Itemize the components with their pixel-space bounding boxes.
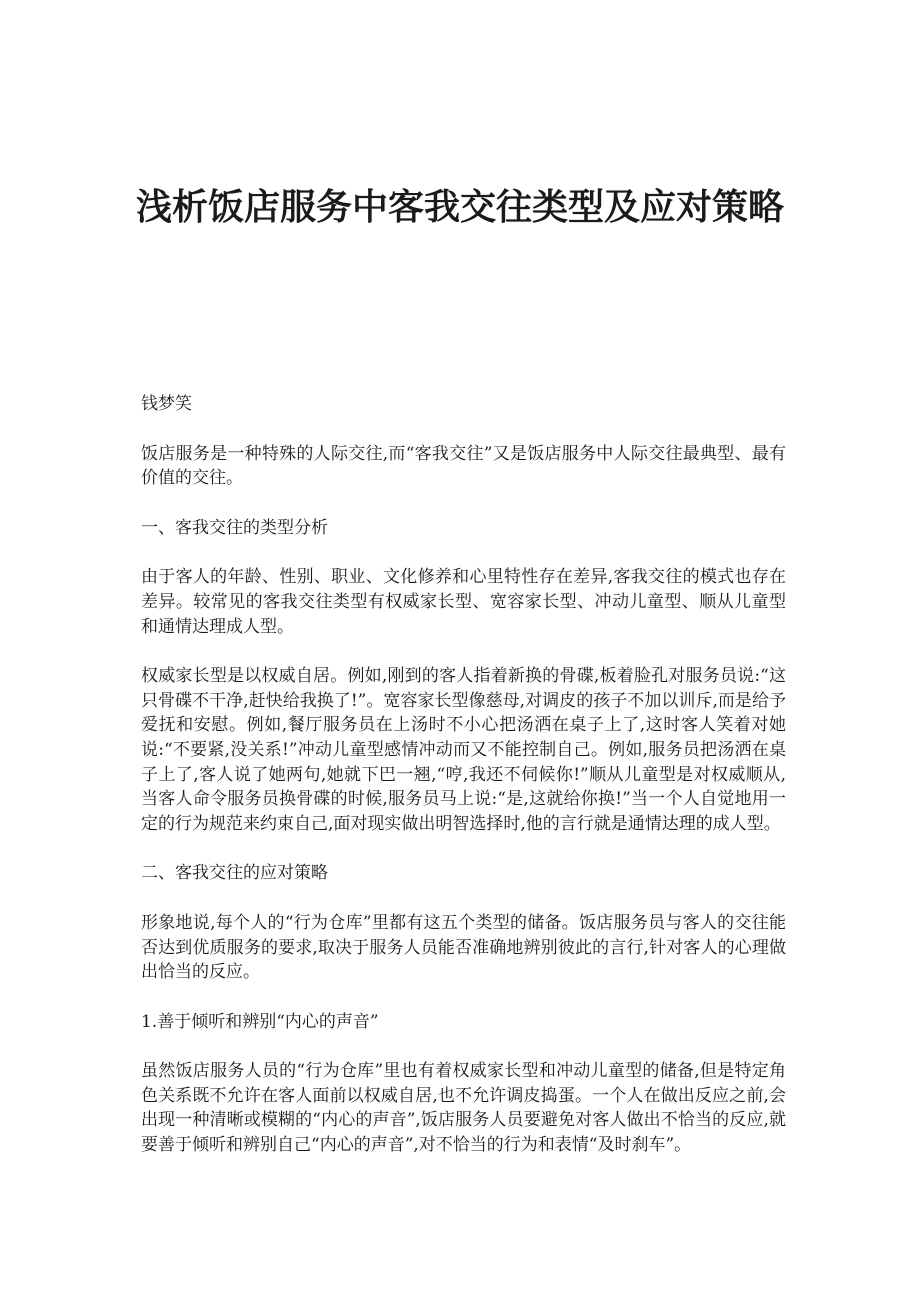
body-paragraph: 权威家长型是以权威自居。例如,刚到的客人指着新换的骨碟,板着脸孔对服务员说:“这只骨碟不干净,赶快给我换了!”。宽容家长型像慈母,对调皮的孩子不加以训斥,而是给予爱抚和安慰。例如,餐厅服务员在上汤时不小心把汤洒在桌子上了,这时客人笑着对她说:“不要紧,没关系!”冲动儿童型感情冲动而又不能控制自己。例如,服务员把汤洒在桌子上了,客人说了她两句,她就下巴一翘,“哼,我还不伺候你!”顺从儿童型是对权威顺从,当客人命令服务员换骨碟的时候,服务员马上说:“是,这就给你换!”当一个人自觉地用一定的行为规范来约束自己,面对现实做出明智选择时,他的言行就是通情达理的成人型。 xyxy=(141,666,786,834)
body-paragraph: 虽然饭店服务人员的“行为仓库”里也有着权威家长型和冲动儿童型的储备,但是特定角色关系既不允许在客人面前以权威自居,也不允许调皮捣蛋。一个人在做出反应之前,会出现一种清晰或模糊的“内心的声音”,饭店服务人员要避免对客人做出不恰当的反应,就要善于倾听和辨别自己“内心的声音”,对不恰当的行为和表情“及时刹车”。 xyxy=(141,1061,786,1156)
body-paragraph: 由于客人的年龄、性别、职业、文化修养和心里特性存在差异,客我交往的模式也存在差异。较常见的客我交往类型有权威家长型、宽容家长型、冲动儿童型、顺从儿童型和通情达理成人型。 xyxy=(141,567,786,637)
intro-paragraph: 饭店服务是一种特殊的人际交往,而“客我交往”又是饭店服务中人际交往最典型、最有价值的交往。 xyxy=(141,443,786,489)
document-title: 浅析饭店服务中客我交往类型及应对策略 xyxy=(135,186,784,228)
section-heading-1: 一、客我交往的类型分析 xyxy=(141,517,328,538)
subsection-heading-1: 1.善于倾听和辨别“内心的声音” xyxy=(141,1011,379,1032)
author-name: 钱梦笑 xyxy=(141,394,192,414)
document-body xyxy=(141,392,786,1183)
body-paragraph: 形象地说,每个人的“行为仓库”里都有这五个类型的储备。饭店服务员与客人的交往能否达到优质服务的要求,取决于服务人员能否准确地辨别彼此的言行,针对客人的心理做出恰当的反应。 xyxy=(141,912,786,983)
section-heading-2: 二、客我交往的应对策略 xyxy=(141,863,328,884)
